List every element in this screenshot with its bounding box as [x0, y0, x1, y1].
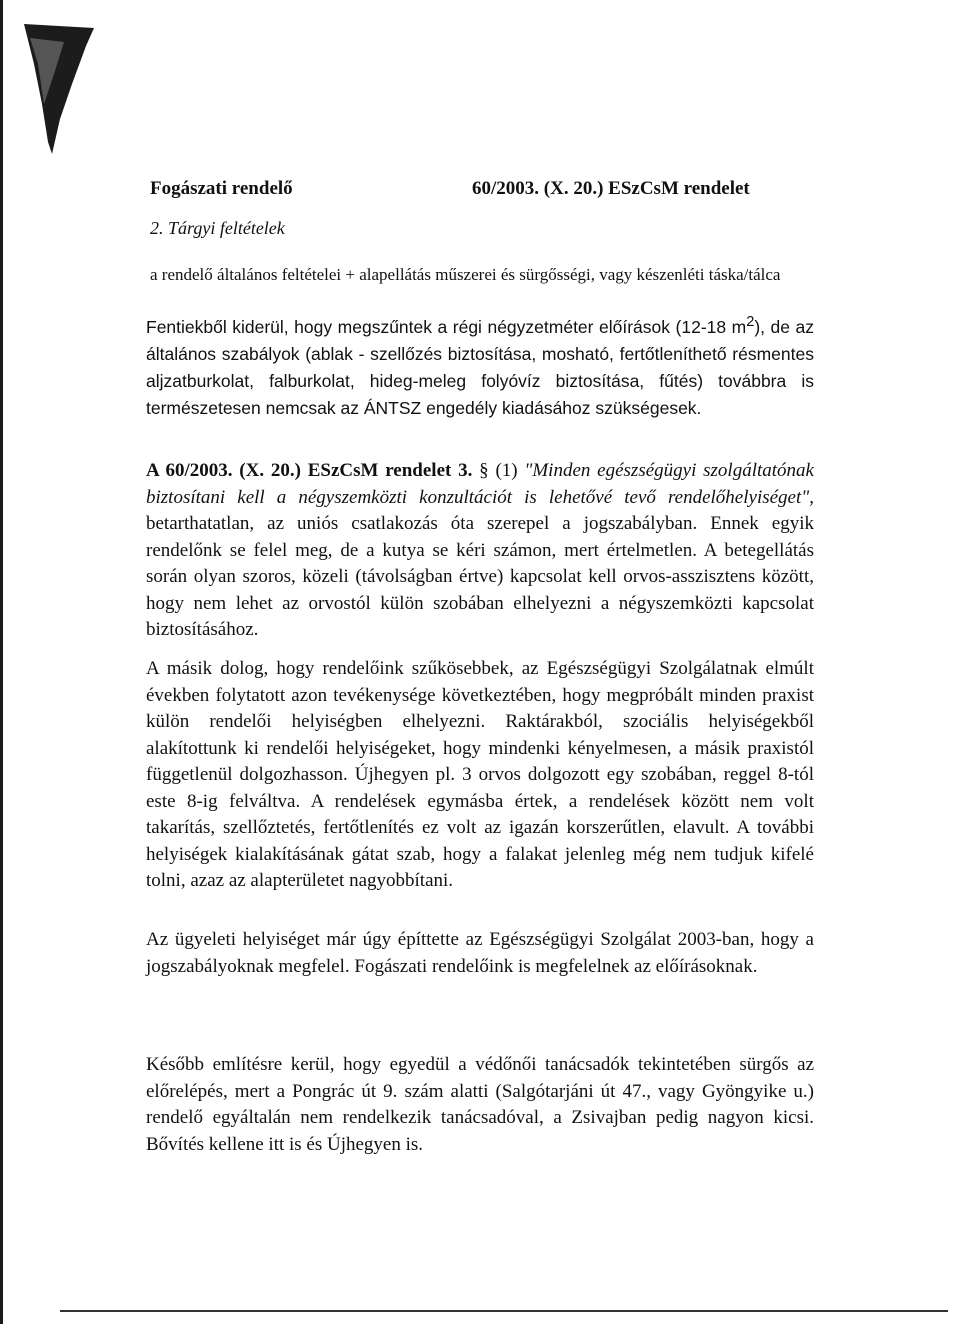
paragraph-requirements	[146, 309, 814, 422]
header-regulation: 60/2003. (X. 20.) ESzCsM rendelet	[472, 178, 750, 199]
paragraph-regulation	[146, 458, 814, 644]
paragraph-rooms: A másik dolog, hogy rendelőink szűkösebbek, az Egészségügyi Szolgálatnak elmúlt években folytatott azon tevékenysége következtében, hogy megpróbált minden praxist külön rendelői helyiségben elhelyezni. Raktárakból, szociális helyiségekből alakítottunk ki rendelői helyiségeket, hogy mindenki kényelmesen, a másik praxistól függetlenül dolgozhasson. Újhegyen pl. 3 orvos dolgozott egy szobában, reggel 8-tól este 8-ig felváltva. A rendelések egymásba értek, a rendelések között nem volt takarítás, szellőztetés, fertőtlenítés ez volt az igazán korszerűtlen, elavult. A további helyiségek kialakításának gátat szab, hogy a falakat jelenleg még nem tudjuk kifelé tolni, azaz az alapterületet nagyobbítani.	[146, 658, 814, 891]
p1-text-end: ), de az általános szabályok (ablak - szellőzés biztosítása, mosható, fertőtleníthető résmentes aljzatburkolat, falburkolat, hideg-meleg folyóvíz biztosítása, fűtés) továbbra is természetesen nemcsak az ÁNTSZ engedély kiadásához szükségesek.	[146, 316, 814, 418]
page-header	[150, 178, 830, 208]
scan-left-edge	[0, 0, 3, 1324]
paragraph-duty-room: Az ügyeleti helyiséget már úgy építtette az Egészségügyi Szolgálat 2003-ban, hogy a jogszabályoknak megfelel. Fogászati rendelőink is megfelelnek az előírásoknak.	[146, 929, 814, 977]
scan-bottom-edge	[60, 1310, 948, 1312]
p2-bold-citation: A 60/2003. (X. 20.) ESzCsM rendelet 3.	[146, 460, 473, 481]
p1-text-start: Fentiekből kiderül, hogy megszűntek a régi négyzetméter előírások (12-18 m	[146, 316, 747, 337]
p1-superscript: 2	[746, 314, 755, 330]
subtitle: a rendelő általános feltételei + alapellátás műszerei és sürgősségi, vagy készenléti táska/tálca	[150, 265, 781, 284]
header-title: Fogászati rendelő	[150, 178, 293, 199]
scan-corner-mark	[24, 24, 94, 154]
section-title: 2. Tárgyi feltételek	[150, 218, 285, 238]
p2-italic-quote: "Minden egészségügyi szolgáltatónak biztosítani kell a négyszemközti konzultációt is lehetővé tevő rendelőhelyiséget"	[146, 460, 814, 508]
p2-section-mark: § (1)	[472, 460, 525, 481]
paragraph-later: Később említésre kerül, hogy egyedül a védőnői tanácsadók tekintetében sürgős az előrelépés, mert a Pongrác út 9. szám alatti (Salgótarjáni út 47., vagy Gyöngyike u.) rendelő egyáltalán nem rendelkezik tanácsadóval, a Zsivajban pedig nagyon kicsi. Bővítés kellene itt is és Újhegyen is.	[146, 1054, 814, 1155]
p2-text: , betarthatatlan, az uniós csatlakozás óta szerepel a jogszabályban. Ennek egyik rendelőnk se felel meg, de a kutya se kéri számon, mert értelmetlen. A betegellátás során olyan szoros, közeli (távolságban értve) kapcsolat kell orvos-asszisztens között, hogy nem lehet az orvostól külön szobában elhelyezni a négyszemközti kapcsolat biztosításához.	[146, 486, 814, 640]
